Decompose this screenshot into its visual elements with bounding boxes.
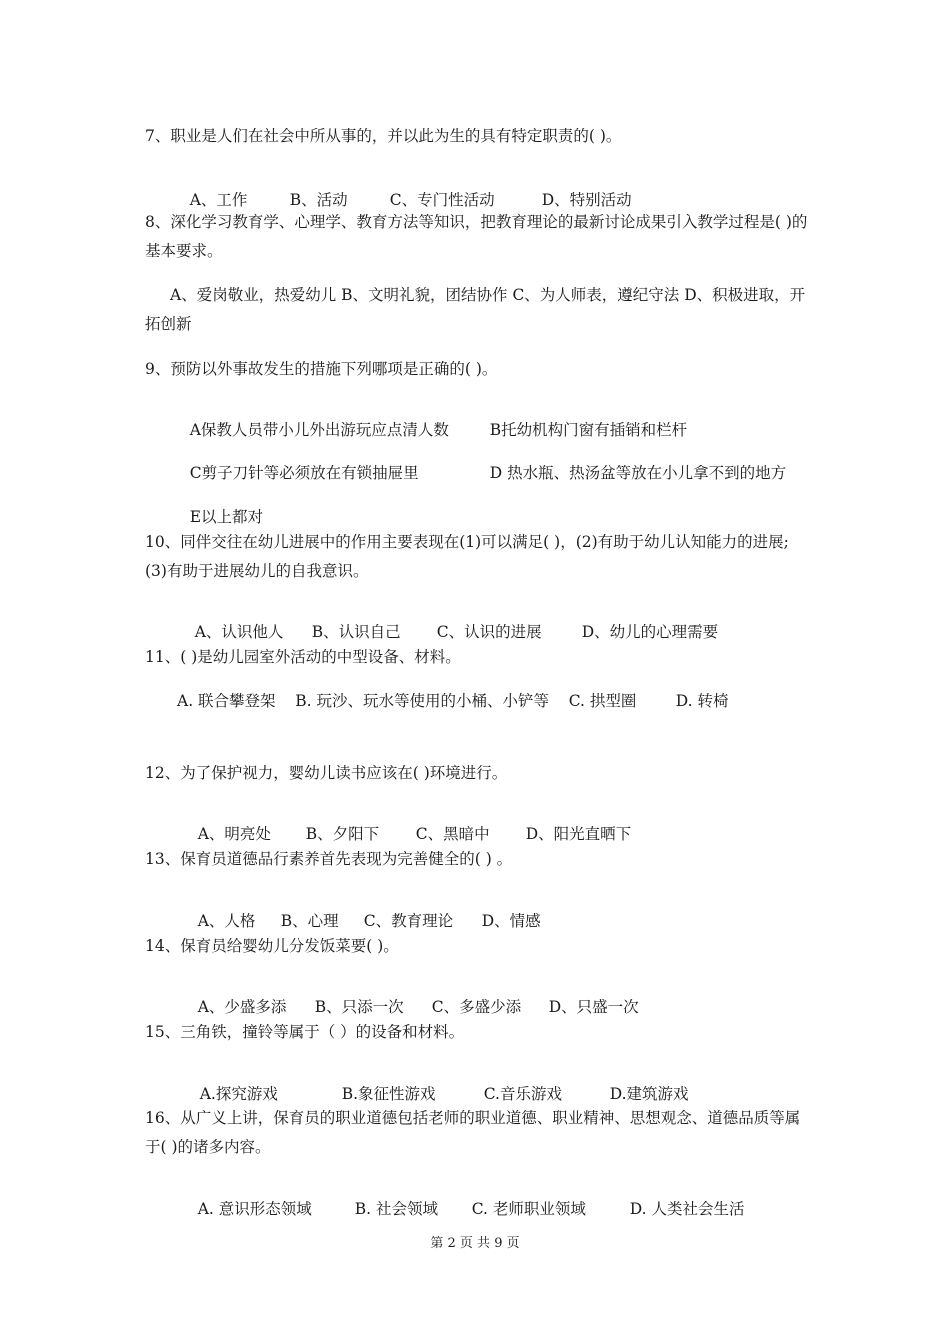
option-d: D、只盛一次 (548, 998, 639, 1016)
option-d: D、情感 (481, 912, 541, 930)
option-d: D、特别活动 (541, 191, 632, 209)
option-a: A、工作 (189, 191, 248, 209)
option-a: A、少盛多添 (197, 998, 287, 1016)
option-d: D、阳光直晒下 (525, 825, 632, 843)
option-c: C.音乐游戏 (483, 1085, 562, 1103)
option-c: C、教育理论 (363, 912, 454, 930)
option-b: B.象征性游戏 (341, 1085, 436, 1103)
question-14-stem: 14、保育员给婴幼儿分发饭菜要( )。 (145, 937, 399, 955)
question-11-stem: 11、( )是幼儿园室外活动的中型设备、材料。 (145, 648, 461, 666)
option-a: A、认识他人 (194, 623, 284, 641)
option-b: B、只添一次 (314, 998, 404, 1016)
question-12-stem: 12、为了保护视力，婴幼儿读书应该在( )环境进行。 (145, 764, 508, 782)
question-13-stem: 13、保育员道德品行素养首先表现为完善健全的( ) 。 (145, 850, 513, 868)
option-d: D. 人类社会生活 (629, 1200, 745, 1218)
page-number-footer: 第 2 页 共 9 页 (430, 1236, 520, 1251)
option-c: C剪子刀针等必须放在有锁抽屉里 (189, 464, 419, 482)
option-c: C、多盛少添 (431, 998, 522, 1016)
question-10-stem: 10、同伴交往在幼儿进展中的作用主要表现在(1)可以满足( )，(2)有助于幼儿认知能力的进展;(3)有助于进展幼儿的自我意识。 (145, 533, 789, 580)
option-b: B、活动 (289, 191, 348, 209)
question-8-stem: 8、深化学习教育学、心理学、教育方法等知识，把教育理论的最新讨论成果引入教学过程是( )的基本要求。 (145, 213, 808, 260)
option-a: A保教人员带小儿外出游玩应点清人数 (189, 421, 449, 439)
option-c: C、认识的进展 (436, 623, 542, 641)
option-e: E以上都对 (189, 508, 264, 526)
option-a: A.探究游戏 (199, 1085, 278, 1103)
question-9-stem: 9、预防以外事故发生的措施下列哪项是正确的( )。 (145, 360, 498, 378)
question-7-stem: 7、职业是人们在社会中所从事的，并以此为生的具有特定职责的( )。 (145, 127, 622, 145)
option-c: C、黑暗中 (415, 825, 490, 843)
option-b: B、认识自己 (311, 623, 401, 641)
question-15-stem: 15、三角铁，撞铃等属于（ ）的设备和材料。 (145, 1023, 465, 1041)
option-c: C. 老师职业领域 (471, 1200, 586, 1218)
question-8-options: A、爱岗敬业，热爱幼儿 B、文明礼貌，团结协作 C、为人师表，遵纪守法 D、积极进取，开拓创新 (145, 286, 806, 333)
option-d: D、幼儿的心理需要 (581, 623, 719, 641)
question-16-stem: 16、从广义上讲，保育员的职业道德包括老师的职业道德、职业精神、思想观念、道德品质等属于( )的诸多内容。 (145, 1109, 801, 1156)
option-b: B. 社会领域 (354, 1200, 438, 1218)
option-b: B、夕阳下 (305, 825, 380, 843)
option-b: B托幼机构门窗有插销和栏杆 (489, 421, 688, 439)
option-d: D 热水瓶、热汤盆等放在小儿拿不到的地方 (489, 464, 787, 482)
option-a: A. 意识形态领域 (197, 1200, 312, 1218)
option-c: C、专门性活动 (389, 191, 495, 209)
question-11-options: A. 联合攀登架 B. 玩沙、玩水等使用的小桶、小铲等 C. 拱型圈 D. 转椅 (177, 692, 729, 710)
option-a: A、明亮处 (197, 825, 271, 843)
option-a: A、人格 (197, 912, 256, 930)
question-16-options (178, 1179, 744, 1237)
option-d: D.建筑游戏 (609, 1085, 689, 1103)
option-b: B、心理 (280, 912, 339, 930)
